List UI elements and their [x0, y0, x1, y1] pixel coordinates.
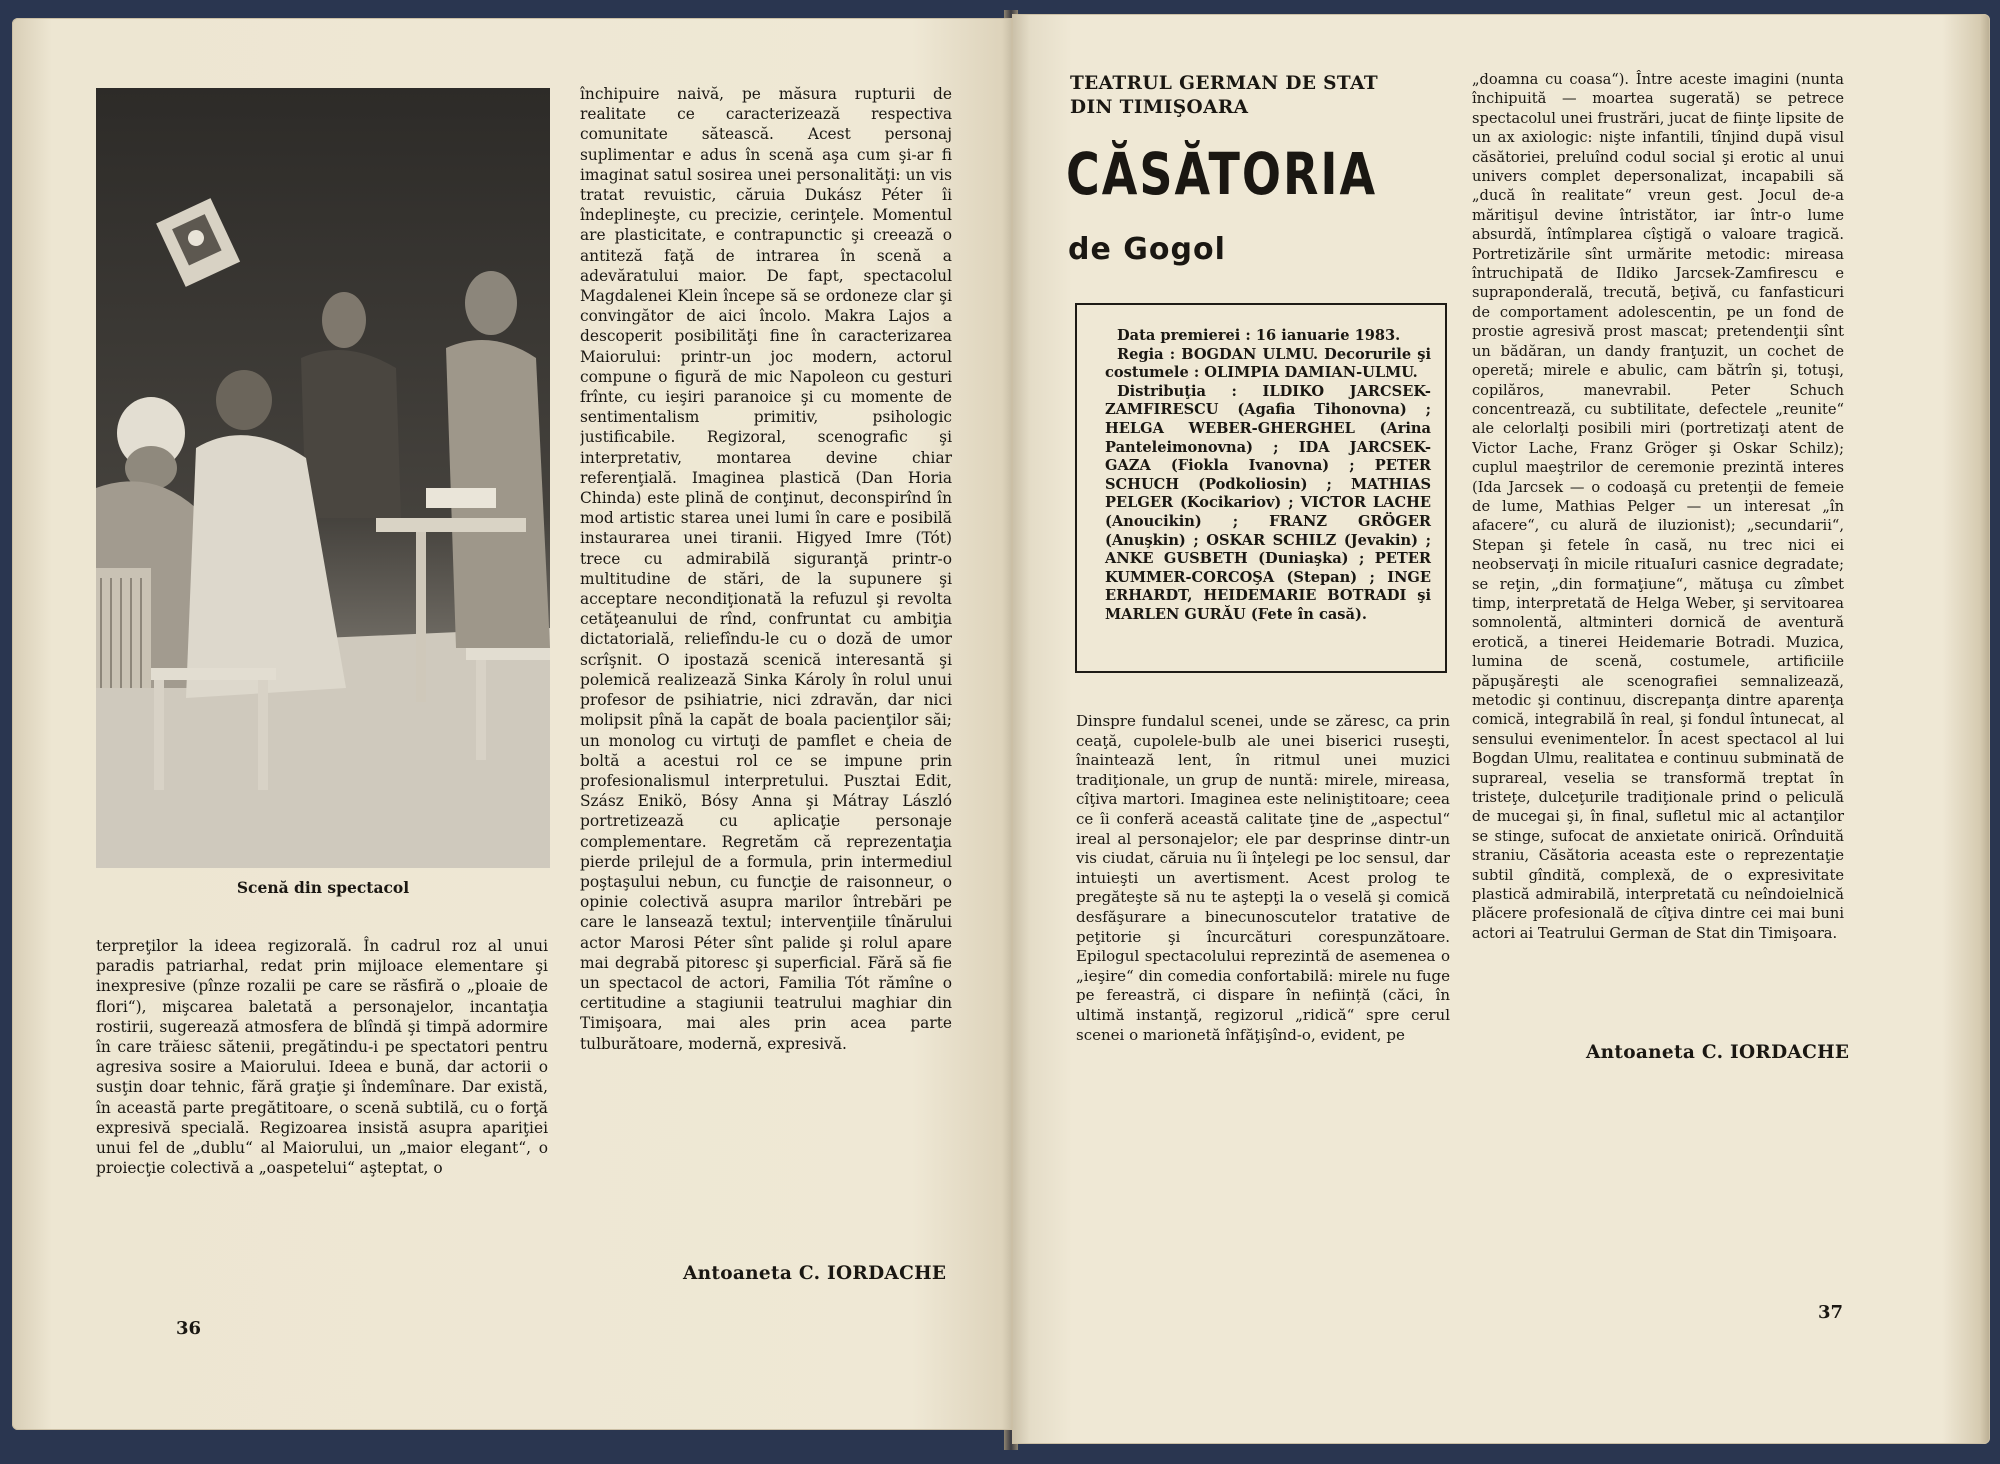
page-number: 37 — [1818, 1302, 1844, 1323]
scene-photo — [96, 88, 550, 868]
premiere-date: Data premierei : 16 ianuarie 1983. — [1117, 327, 1401, 344]
article-text: Dinspre fundalul scenei, unde se zăresc, ca prin ceaţă, cupolele-bulb ale unei biserici ruseşti, înaintează lent, în ritmul unei muzici tradiţionale, un grup de nuntă: mirele, mireasa, cîţiva martori. Imaginea este neliniştitoare; ceea ce îi conferă această calitate ţine de „aspectul“ ireal al personajelor; ele par desprinse dintr-un vis ciudat, căruia nu îi înţelegi pe loc sensul, dar intuieşti un avertisment. Acest prolog te pregăteşte să nu te aştepţi la o veselă şi comică desfăşurare a binecunoscutelor tratative de peţitorie şi încurcături corespunzătoare. Epilogul spectacolului reprezintă de asemenea o „ieşire“ din comedia confortabilă: mirele nu fuge pe fereastră, ci dispare în neființă (căci, în ultimă instanţă, regizorul „ridică“ spre cerul scenei o marionetă înfăţişînd-o, evident, pe — [1076, 712, 1450, 1044]
left-page-column-2 — [580, 84, 952, 1244]
theatre-name: TEATRUL GERMAN DE STAT DIN TIMIŞOARA — [1070, 73, 1378, 118]
page-number: 36 — [176, 1318, 202, 1339]
play-author: de Gogol — [1068, 232, 1226, 267]
article-text: închipuire naivă, pe măsura rupturii de realitate ce caracterizează respectiva comunitate sătească. Acest personaj suplimentar e adus în scenă aşa cum şi-ar fi imaginat satul sosirea unei personalităţi: un vis tratat revuistic, căruia Dukász Péter îi îndeplineşte, cu precizie, cerinţele. Momentul are plasticitate, e contrapunctic şi creează o antiteză faţă de intrarea în scenă a adevăratului maior. De fapt, spectacolul Magdalenei Klein începe să se ordoneze clar şi convingător de aici încolo. Makra Lajos a descoperit posibilităţi fine în caracterizarea Maiorului: printr-un joc modern, actorul compune o figură de mic Napoleon cu gesturi frînte, cu ieşiri paranoice şi cu momente de sentimentalism primitiv, psihologic justificabile. Regizoral, scenografic şi interpretativ, montarea devine chiar referenţială. Imaginea plastică (Dan Horia Chinda) este plină de conţinut, deconspirînd în mod artistic starea unei lumi în care e posibilă instaurarea unei tiranii. Higyed Imre (Tót) trece cu admirabilă siguranţă printr-o multitudine de stări, de la supunere şi acceptare necondiţionată la refuzul şi revolta cetăţeanului de rînd, confruntat cu ambiţia dictatorială, reliefîndu-le cu o doză de umor scrîşnit. O ipostază scenică interesantă şi polemică realizează Sinka Károly în rolul unui profesor de psihiatrie, nici zdravăn, dar nici molipsit pînă la capăt de boala pacienţilor săi; un monolog cu virtuţi de pamflet e cheia de boltă a acestui rol ce se impune prin profesionalismul interpretului. Pusztai Edit, Szász Enikö, Bósy Anna şi Mátray László portretizează cu aplicaţie personaje complementare. Regretăm că reprezentaţia pierde prilejul de a formula, prin intermediul poştaşului nebun, cu funcţie de raisonneur, o opinie colectivă asupra marilor întrebări pe care le lansează textul; intervenţiile tînărului actor Marosi Péter sînt palide şi rolul apare mai degrabă pitoresc şi superficial. Fără să fie un spectacol de actori, Familia Tót rămîne o certitudine a stagiunii teatrului maghiar din Timişoara, mai ales prin acea parte tulburătoare, modernă, expresivă. — [580, 85, 952, 1053]
article-text: terpreţilor la ideea regizorală. În cadrul roz al unui paradis patriarhal, redat prin mijloace elementare şi inexpresive (pînze rozalii pe care se răsfiră o „ploaie de flori“), mişcarea baletată a personajelor, incantaţia rostirii, sugerează atmosfera de blîndă şi timpă adormire în care trăiesc sătenii, pregătindu-i pe spectatori pentru agresiva sosire a Maiorului. Ideea e bună, dar actorii o susţin doar tehnic, fără graţie şi îndemînare. Dar există, în această parte pregătitoare, o scenă subtilă, cu o forţă expresivă specială. Regizoarea insistă asupra apariţiei unui fel de „dublu“ al Maiorului, un „maior elegant“, o proiecţie colectivă a „oaspetelui“ aşteptat, o — [96, 937, 548, 1178]
author-signature: Antoaneta C. IORDACHE — [683, 1263, 947, 1284]
director-credit: Regia : BOGDAN ULMU. Decorurile şi costumele : OLIMPIA DAMIAN-ULMU. — [1105, 345, 1431, 382]
credits-box — [1075, 303, 1447, 673]
article-text: „doamna cu coasa“). Între aceste imagini (nunta închipuită — moartea sugerată) se petrece spectacolul unei frustrări, jucat de fiinţe lipsite de un ax axiologic: nişte infantili, tînjind după visul căsătoriei, preluînd codul social şi erotic al unui univers complet depersonalizat, incapabili să „ducă în realitate“ vreun gest. Jocul de-a măritişul devine întristător, iar într-o lume absurdă, întîmplarea cîştigă o valoare tragică. Portretizările sînt urmărite metodic: mireasa întruchipată de Ildiko Jarcsek-Zamfirescu e supraponderală, trecută, beţivă, cu fanfasticuri de comportament adolescentin, pe un fond de prostie agresivă prost mascat; pretendenţii sînt un bădăran, un dandy franţuzit, un cochet de operetă; mirele e abulic, cam bătrîn şi, totuşi, copilăros, manevrabil. Peter Schuch concentrează, cu subtilitate, defectele „reunite“ ale celorlalţi posibili miri (portretizaţi atent de Victor Lache, Franz Gröger şi Oskar Schilz); cuplul maeştrilor de ceremonie prezintă interes (Ida Jarcsek — o codoaşă cu pretenţii de femeie de lume, Mathias Pelger — un interesat „în afacere“, cu alură de iluzionist); „secundarii“, Stepan şi fetele în casă, nu trec nici ei neobservaţi în micile rituaIuri casnice degradate; se reţin, „din formaţiune“, mătuşa cu zîmbet timp, interpretată de Helga Weber, şi servitoarea somnolentă, altminteri dornică de aventură erotică, a tinerei Heidemarie Botradi. Muzica, lumina de scenă, costumele, artificiile păpuşăreşti ale scenografiei semnalizează, metodic şi continuu, discrepanţa dintre aparenţa comică, integrabilă în real, şi fondul întunecat, al sensului evenimentelor. În acest spectacol al lui Bogdan Ulmu, realitatea e continuu subminată de suprareal, veselia se transformă treptat în tristeţe, dulceţurile tradiţionale prind o peliculă de mucegai şi, în final, sufletul mic al actanţilor se stinge, sufocat de anxietate onirică. Orînduită straniu, Căsătoria aceasta este o reprezentaţie subtil gîndită, complexă, de o expresivitate plastică admirabilă, interpretată cu neîndoielnică plăcere profesională de cîţiva dintre cei mai buni actori ai Teatrului German de Stat din Timişoara. — [1472, 71, 1844, 942]
author-signature: Antoaneta C. IORDACHE — [1586, 1042, 1850, 1063]
photo-caption: Scenă din spectacol — [236, 878, 410, 897]
right-page-column-1 — [1076, 712, 1450, 1072]
right-page-column-2 — [1472, 70, 1844, 1030]
left-page-column-1-bottom — [96, 936, 548, 1296]
cast-list: Distribuţia : ILDIKO JARCSEK-ZAMFIRESCU (Agafia Tihonovna) ; HELGA WEBER-GHERGHEL (Arina Panteleimonovna) ; IDA JARCSEK-GAZA (Fiokla Ivanovna) ; PETER SCHUCH (Podkoliosin) ; MATHIAS PELGER (Kocikariov) ; VICTOR LACHE (Anoucikin) ; FRANZ GRÖGER (Anuşkin) ; OSKAR SCHILZ (Jevakin) ; ANKE GUSBETH (Duniaşka) ; PETER KUMMER-CORCOŞA (Stepan) ; INGE ERHARDT, HEIDEMARIE BOTRADI şi MARLEN GURĂU (Fete în casă). — [1105, 382, 1431, 623]
play-title: CĂSĂTORIA — [1066, 140, 1378, 208]
